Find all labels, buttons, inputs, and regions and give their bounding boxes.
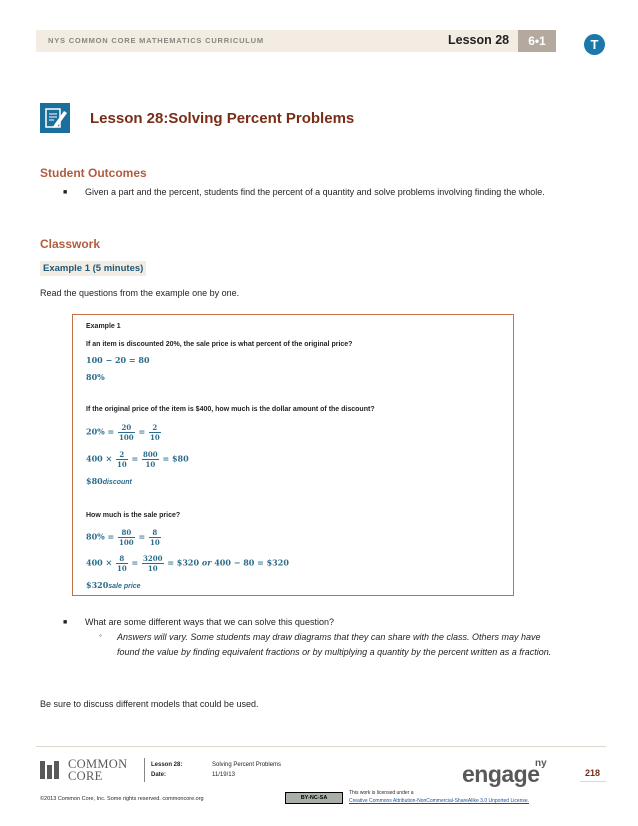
- q3-answer: $320sale price: [86, 580, 141, 590]
- q1-step-1: 100 − 20 = 80: [86, 355, 150, 365]
- example-box-label: Example 1: [86, 323, 121, 330]
- page-number: 218: [585, 768, 601, 778]
- teacher-badge: T: [584, 34, 605, 55]
- q2-equation-2: 400 × $\frac{2}{10}$ = $\frac{800}{10}$ = $80: [86, 450, 189, 469]
- sub-bullet-icon: ◦: [99, 631, 102, 640]
- q1-answer: 80%: [86, 372, 105, 382]
- q3-equation-2: 400 × $\frac{8}{10}$ = $\frac{3200}{10}$ = $320 or 400 − 80 = $320: [86, 554, 289, 573]
- page-number-underline: [580, 781, 606, 782]
- footer-divider: [36, 746, 606, 747]
- engage-logo: engage: [462, 761, 540, 787]
- q3-equation-1: 80% = $\frac{80}{100}$ = $\frac{8}{10}$: [86, 528, 160, 547]
- classwork-heading: Classwork: [40, 237, 101, 251]
- footer-date-value: 11/19/13: [212, 772, 235, 778]
- bullet-icon: ■: [63, 189, 68, 196]
- logo-text-common: COMMON: [68, 757, 128, 771]
- q2-answer: $80discount: [86, 476, 132, 486]
- logo-text-core: CORE: [68, 769, 103, 783]
- header-module: 6•1: [518, 30, 556, 52]
- question-2: If the original price of the item is $400, how much is the dollar amount of the discount?: [86, 406, 375, 413]
- license-link[interactable]: Creative Commons Attribution-NonCommercial-ShareAlike 3.0 Unported License.: [349, 798, 530, 804]
- lesson-title: Lesson 28:Solving Percent Problems: [90, 110, 355, 127]
- cc-license-badge: BY-NC-SA: [285, 792, 343, 804]
- engage-logo-ny: ny: [535, 758, 547, 769]
- footer-date-label: Date:: [151, 772, 167, 778]
- example-1-label: Example 1 (5 minutes): [40, 261, 146, 276]
- copyright: ©2013 Common Core, Inc. Some rights reserved. commoncore.org: [40, 796, 204, 802]
- footer-lesson-label: Lesson 28:: [151, 762, 183, 768]
- discussion-question: What are some different ways that we can solve this question?: [85, 617, 334, 627]
- common-core-logo-icon: [40, 761, 62, 779]
- license-text: This work is licensed under a: [349, 790, 414, 796]
- curriculum-name: NYS COMMON CORE MATHEMATICS CURRICULUM: [48, 36, 264, 45]
- intro-text: Read the questions from the example one by one.: [40, 288, 240, 298]
- question-1: If an item is discounted 20%, the sale price is what percent of the original price?: [86, 341, 353, 348]
- footer-lesson-value: Solving Percent Problems: [212, 762, 282, 768]
- q2-equation-1: 20% = $\frac{20}{100}$ = $\frac{2}{10}$: [86, 423, 160, 442]
- outcome-text: Given a part and the percent, students find the percent of a quantity and solve problems involving finding the whole.: [85, 187, 545, 197]
- discussion-answer: Answers will vary. Some students may draw diagrams that they can share with the class. Others may have found the value by finding equivalent fractions or by multiplying a quantity by the percent written as a fraction.: [117, 632, 552, 657]
- header-lesson: Lesson 28: [448, 33, 510, 47]
- student-outcomes-heading: Student Outcomes: [40, 166, 147, 180]
- footer-separator: [144, 758, 145, 782]
- closing-text: Be sure to discuss different models that could be used.: [40, 699, 259, 709]
- lesson-pencil-icon: [40, 103, 70, 133]
- question-3: How much is the sale price?: [86, 512, 181, 519]
- bullet-icon: ■: [63, 619, 68, 626]
